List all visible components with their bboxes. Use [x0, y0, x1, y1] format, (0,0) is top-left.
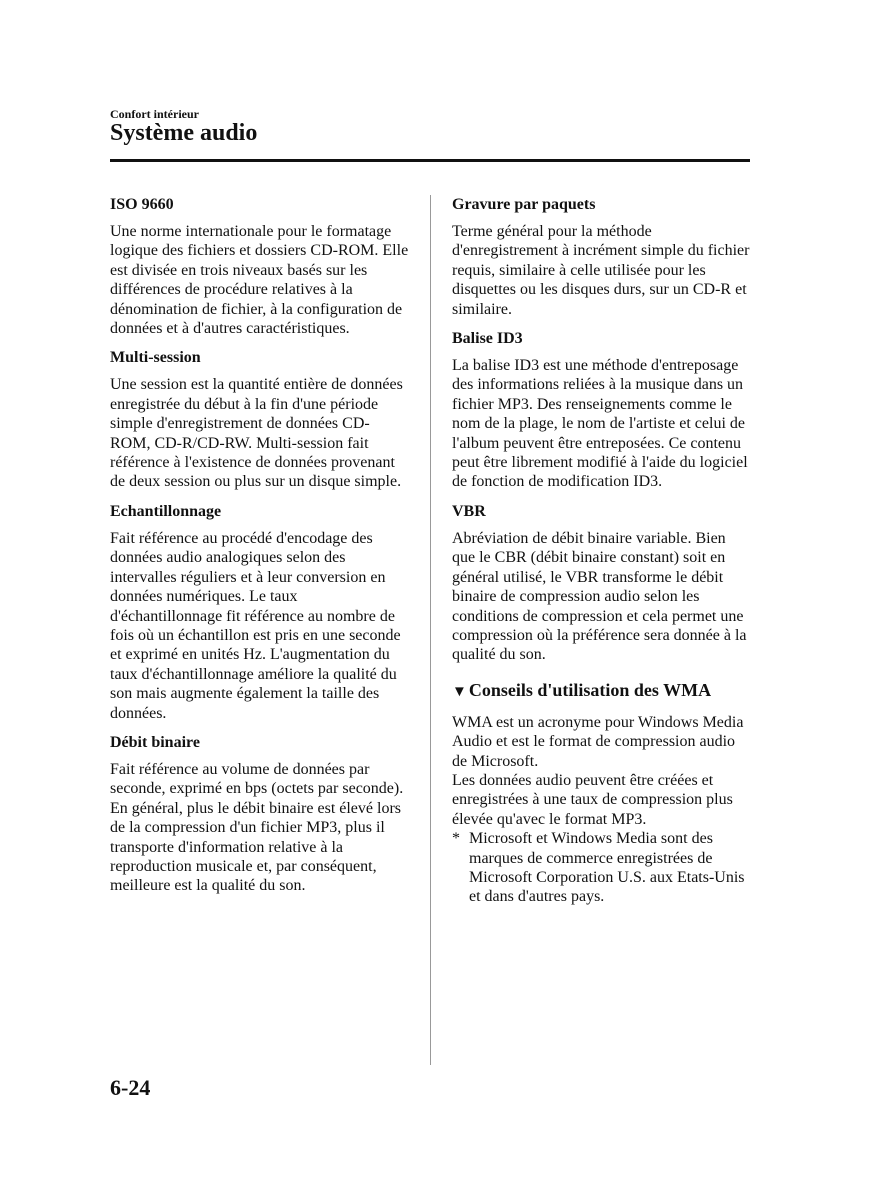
page-number: 6-24	[110, 1075, 151, 1100]
body-gravure-par-paquets: Terme général pour la méthode d'enregistrement à incrément simple du fichier requis, similaire à celle utilisée pour les disquettes ou les disques durs, sur un CD-R et similaire.	[452, 223, 750, 318]
heading-echantillonnage: Echantillonnage	[110, 502, 222, 520]
heading-vbr: VBR	[452, 502, 486, 520]
body-vbr: Abréviation de débit binaire variable. Bien que le CBR (débit binaire constant) soit en général utilisé, le VBR transforme le débit binaire de compression audio selon les conditions de compression et cela permet une compression où la préférence sera donnée à la qualité du son.	[452, 529, 747, 664]
triangle-down-icon: ▼	[452, 683, 467, 700]
section-label: Confort intérieur	[110, 107, 199, 121]
wma-note-text: Microsoft et Windows Media sont des marques de commerce enregistrées de Microsoft Corporation U.S. aux Etats-Unis et dans d'autres pays.	[469, 830, 745, 906]
wma-heading-text: Conseils d'utilisation des WMA	[468, 679, 712, 700]
asterisk-marker: *	[452, 830, 460, 848]
body-echantillonnage: Fait référence au procédé d'encodage des données audio analogiques selon des intervalles réguliers et à leur conversion en données numériques. Le taux d'échantillonnage fit référence au nombre de fois où un échantillon est pris en une seconde et exprimé en unités Hz. L'augmentation du taux d'échantillonnage améliore la qualité du son mais augmente également la taille des données.	[110, 529, 401, 722]
body-iso-9660: Une norme internationale pour le formatage logique des fichiers et dossiers CD-ROM. Elle est divisée en trois niveaux basés sur les différences de procédure relatives à la dénomination de fichier, à la configuration de données et à d'autres caractéristiques.	[110, 223, 409, 338]
heading-debit-binaire: Débit binaire	[110, 733, 200, 751]
body-balise-id3: La balise ID3 est une méthode d'entreposage des informations reliées à la musique dans un fichier MP3. Des renseignements comme le nom de la plage, le nom de l'artiste et celui de l'album peuvent être entreposées. Ce contenu peut être librement modifié à l'aide du logiciel de fonction de modification ID3.	[452, 357, 748, 491]
heading-iso-9660: ISO 9660	[110, 196, 174, 213]
body-debit-binaire: Fait référence au volume de données par seconde, exprimé en bps (octets par seconde). En général, plus le débit binaire est élevé lors de la compression d'un fichier MP3, plus il transporte d'information relative à la reproduction musicale et, par conséquent, meilleure est la qualité du son.	[110, 760, 404, 895]
wma-section-heading	[452, 679, 752, 703]
title-rule	[110, 159, 750, 162]
heading-balise-id3: Balise ID3	[452, 330, 523, 348]
body-multi-session: Une session est la quantité entière de données enregistrée du début à la fin d'une période simple d'enregistrement de données CD-ROM, CD-R/CD-RW. Multi-session fait référence à l'existence de données provenant de deux session ou plus sur un disque simple.	[110, 376, 403, 491]
wma-para-1: WMA est un acronyme pour Windows Media Audio et est le format de compression audio de Microsoft.	[452, 713, 744, 770]
wma-para-2: Les données audio peuvent être créées et enregistrées à une taux de compression plus élevée qu'avec le format MP3.	[452, 771, 733, 828]
heading-gravure-par-paquets: Gravure par paquets	[452, 196, 596, 213]
heading-multi-session: Multi-session	[110, 349, 201, 367]
column-divider	[430, 195, 431, 1065]
wma-trademark-note	[452, 829, 752, 907]
page-title: Système audio	[110, 120, 258, 146]
left-column	[110, 195, 410, 906]
right-column	[452, 195, 752, 907]
